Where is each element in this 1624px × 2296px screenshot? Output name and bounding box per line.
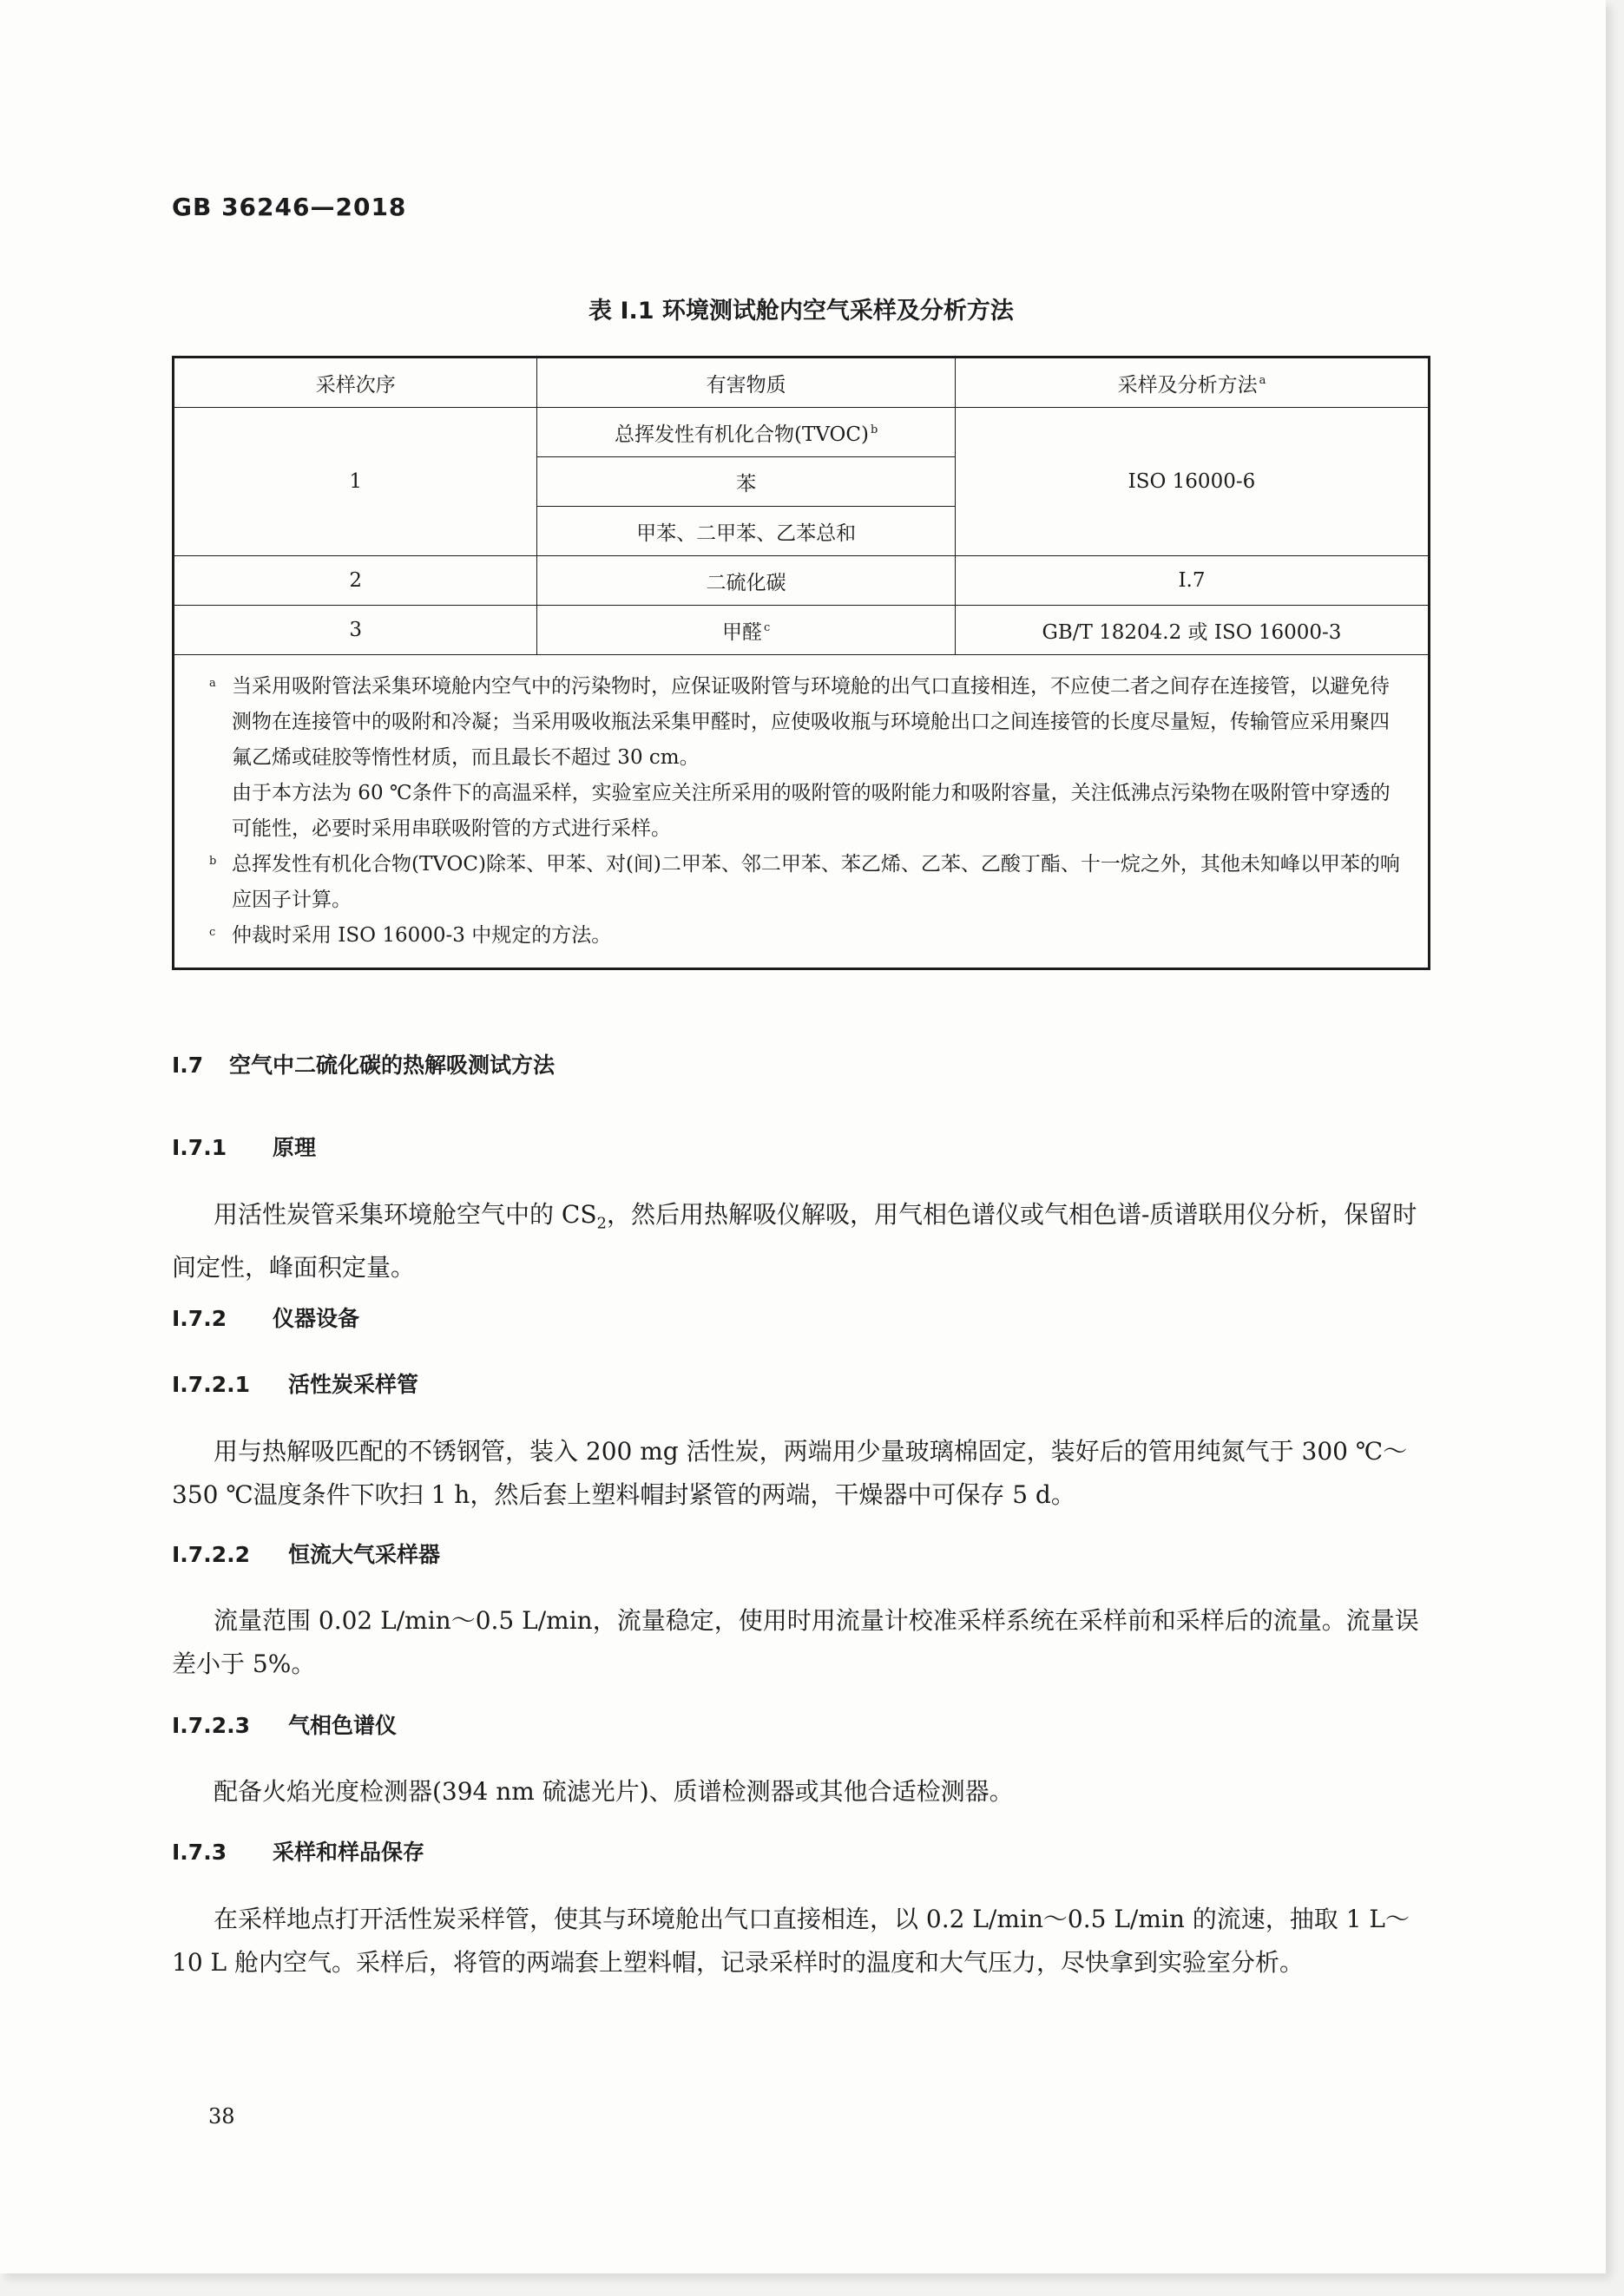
note-text: 仲裁时采用 ISO 16000-3 中规定的方法。 [232,924,612,947]
substance-label: 总挥发性有机化合物(TVOC) [615,423,869,446]
row1-method: ISO 16000-6 [955,408,1429,556]
paragraph-sampling-storage: 在采样地点打开活性炭采样管，使其与环境舱出气口直接相连，以 0.2 L/min～0.5 L/min 的流速，抽取 1 L～10 L 舱内空气。采样后，将管的两端套上塑料帽，记录采样时的温度和大气压力，尽快拿到实验室分析。 [172,1905,1410,1977]
table-note [209,669,1402,776]
table-notes-row [174,655,1430,969]
paragraph-text: ，然后用热解吸仪解吸，用气相色谱仪或气相色谱-质谱联用仪分析，保留时间定性，峰面积定量。 [172,1200,1417,1282]
section-heading-i71 [172,1131,316,1162]
row1-order: 1 [174,408,537,556]
table-note [209,847,1402,918]
row1-substance-tvoc [537,408,955,457]
row1-substance-benzene: 苯 [537,457,955,507]
sampling-method-table [172,356,1430,970]
header-sampling-order: 采样次序 [174,358,537,408]
note-mark: b [209,855,217,868]
table-row [174,606,1430,655]
row2-order: 2 [174,556,537,606]
paragraph-gas-chromatograph: 配备火焰光度检测器(394 nm 硫滤光片)、质谱检测器或其他合适检测器。 [214,1777,1014,1806]
section-title: 原理 [273,1135,317,1160]
section-title: 采样和样品保存 [273,1840,425,1865]
row3-substance [537,606,955,655]
section-number: I.7.3 [172,1840,227,1865]
note-mark: a [209,677,216,690]
note-text: 由于本方法为 60 ℃条件下的高温采样，实验室应关注所采用的吸附管的吸附能力和吸附容量，关注低沸点污染物在吸附管中穿透的可能性，必要时采用串联吸附管的方式进行采样。 [232,782,1391,840]
paragraph-sampling-tube: 用与热解吸匹配的不锈钢管，装入 200 mg 活性炭，两端用少量玻璃棉固定，装好后的管用纯氮气于 300 ℃～350 ℃温度条件下吹扫 1 h，然后套上塑料帽封紧管的两端，干燥器中可保存 5 d。 [172,1437,1408,1509]
standard-code: GB 36246—2018 [172,193,407,221]
section-heading-i722 [172,1538,440,1569]
table-note [209,918,1402,954]
table-notes [174,655,1430,969]
table-row [174,408,1430,457]
section-heading-i721 [172,1368,418,1399]
section-number: I.7.2 [172,1306,227,1331]
paragraph-text: 用活性炭管采集环境舱空气中的 CS [214,1200,597,1229]
paragraph-air-sampler: 流量范围 0.02 L/min～0.5 L/min，流量稳定，使用时用流量计校准采样系统在采样前和采样后的流量。流量误差小于 5%。 [172,1606,1419,1678]
row1-substance-toluene-xylene: 甲苯、二甲苯、乙苯总和 [537,507,955,556]
footnote-mark: b [870,423,878,436]
footnote-mark: a [1259,373,1266,387]
paragraph-principle [172,1193,1432,1289]
substance-label: 甲醛 [722,620,763,644]
section-number: I.7.2.2 [172,1542,250,1567]
header-method [955,358,1429,408]
section-title: 空气中二硫化碳的热解吸测试方法 [229,1053,556,1078]
note-text: 当采用吸附管法采集环境舱内空气中的污染物时，应保证吸附管与环境舱的出气口直接相连，不应使二者之间存在连接管，以避免待测物在连接管中的吸附和冷凝；当采用吸收瓶法采集甲醛时，应使吸收瓶与环境舱出口之间连接管的长度尽量短，传输管应采用聚四氟乙烯或硅胶等惰性材质，而且最长不超过 30 cm。 [232,675,1390,769]
section-number: I.7.2.3 [172,1713,250,1738]
section-heading-i7 [172,1048,555,1079]
table-header-row [174,358,1430,408]
table-note [232,776,1402,847]
section-number: I.7.1 [172,1135,227,1160]
header-hazardous-substance: 有害物质 [537,358,955,408]
section-heading-i723 [172,1709,397,1740]
table-title: 表 I.1 环境测试舱内空气采样及分析方法 [588,298,1014,325]
subscript: 2 [596,1214,607,1233]
table-row [174,556,1430,606]
section-title: 气相色谱仪 [288,1713,398,1738]
section-number: I.7.2.1 [172,1372,250,1397]
row2-substance: 二硫化碳 [537,556,955,606]
note-mark: c [209,926,216,939]
row2-method: I.7 [955,556,1429,606]
row3-order: 3 [174,606,537,655]
section-title: 仪器设备 [273,1306,360,1331]
note-text: 总挥发性有机化合物(TVOC)除苯、甲苯、对(间)二甲苯、邻二甲苯、苯乙烯、乙苯、乙酸丁酯、十一烷之外，其他未知峰以甲苯的响应因子计算。 [232,853,1400,911]
section-heading-i73 [172,1835,424,1866]
section-number: I.7 [172,1053,204,1078]
page-number: 38 [208,2104,235,2129]
footnote-mark: c [764,620,771,634]
section-heading-i72 [172,1302,359,1333]
section-title: 恒流大气采样器 [288,1542,441,1567]
row3-method: GB/T 18204.2 或 ISO 16000-3 [955,606,1429,655]
header-method-label: 采样及分析方法 [1117,373,1258,397]
section-title: 活性炭采样管 [288,1372,419,1397]
